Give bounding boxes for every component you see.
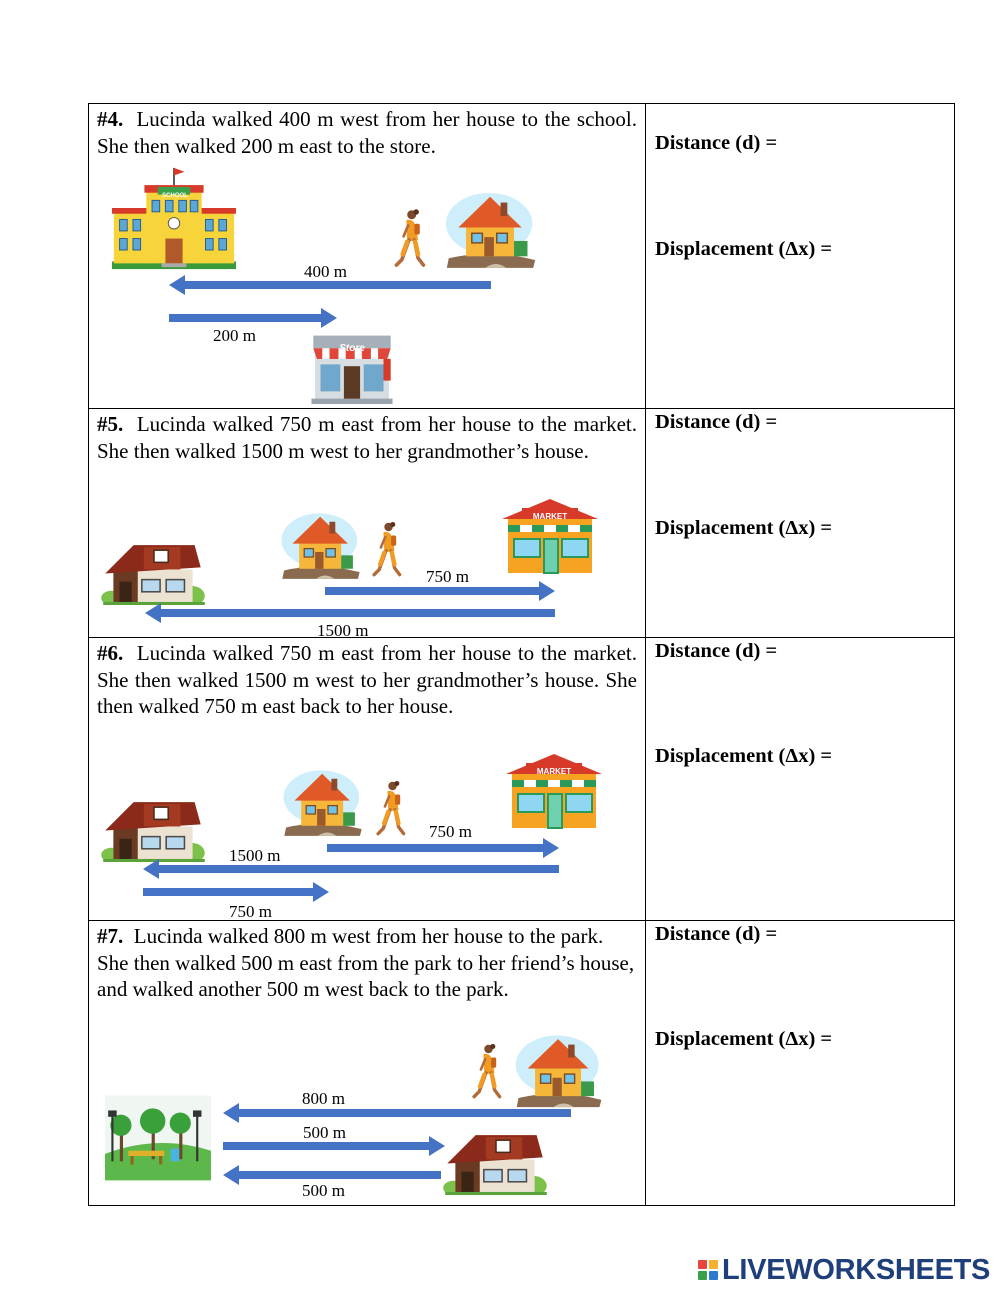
problem-number: #7. bbox=[97, 924, 124, 948]
house-icon bbox=[446, 193, 535, 268]
logo-tile bbox=[709, 1271, 718, 1280]
displacement-label: Displacement (Δx) = bbox=[655, 517, 833, 539]
arrow-label: 500 m bbox=[303, 1123, 346, 1142]
problem-number: #6. bbox=[97, 641, 124, 665]
displacement-label: Displacement (Δx) = bbox=[655, 1028, 833, 1050]
logo-tile bbox=[698, 1271, 707, 1280]
arrow-west-800 bbox=[223, 1103, 239, 1123]
arrow-label: 800 m bbox=[302, 1089, 345, 1108]
problem-cell bbox=[89, 921, 646, 1205]
problem-statement: Lucinda walked 400 m west from her house to the school. She then walked 200 m east to the store. bbox=[97, 107, 638, 158]
arrow-west-400 bbox=[169, 275, 185, 295]
arrow-label: 1500 m bbox=[229, 846, 281, 865]
market-sign-text: MARKET bbox=[536, 767, 572, 776]
answer-cell bbox=[646, 104, 955, 408]
problem-figure bbox=[89, 740, 645, 920]
problem-figure bbox=[89, 491, 645, 640]
arrow-east-750-return bbox=[313, 882, 329, 902]
logo-mark-icon bbox=[698, 1260, 718, 1280]
park-icon bbox=[105, 1096, 211, 1181]
house-icon bbox=[516, 1035, 602, 1107]
problem-statement: Lucinda walked 750 m east from her house to the market. She then walked 1500 m west to her grandmother’s house. She then walked 750 m east back to her house. bbox=[97, 641, 637, 718]
market-icon bbox=[506, 754, 602, 828]
school-icon bbox=[112, 168, 236, 269]
problem-figure bbox=[89, 1029, 645, 1205]
girl-walking-icon bbox=[474, 1044, 500, 1097]
answer-cell bbox=[646, 921, 955, 1205]
problem-statement: Lucinda walked 750 m east from her house to the market. She then walked 1500 m west to her grandmother’s house. bbox=[97, 412, 637, 463]
grandmother-house-icon bbox=[101, 802, 205, 863]
arrow-east-500 bbox=[429, 1136, 445, 1156]
arrow-label: 200 m bbox=[213, 326, 256, 345]
logo-tile bbox=[698, 1260, 707, 1269]
girl-walking-icon bbox=[378, 781, 404, 834]
problem-figure bbox=[89, 160, 645, 408]
problem-row-5 bbox=[89, 409, 955, 638]
logo-tile bbox=[709, 1260, 718, 1269]
arrow-east-750 bbox=[539, 581, 555, 601]
arrow-label: 750 m bbox=[229, 902, 272, 921]
problem-statement: Lucinda walked 800 m west from her house to the park. She then walked 500 m east from the park to her friend’s house, and walked another 500 m west back to the park. bbox=[97, 924, 635, 1001]
problem-cell bbox=[89, 104, 646, 408]
arrow-west-500 bbox=[223, 1165, 239, 1185]
answer-cell bbox=[646, 638, 955, 920]
distance-label: Distance (d) = bbox=[655, 132, 778, 154]
problem-text bbox=[97, 411, 637, 464]
house-icon bbox=[284, 770, 362, 836]
grandmother-house-icon bbox=[101, 545, 205, 606]
problem-number: #4. bbox=[97, 107, 124, 131]
arrow-east-750 bbox=[543, 838, 559, 858]
store-sign-text: Store bbox=[339, 343, 365, 354]
problem-cell bbox=[89, 638, 646, 920]
school-sign-text: SCHOOL bbox=[162, 193, 188, 199]
arrow-label: 750 m bbox=[426, 567, 469, 586]
arrow-label: 500 m bbox=[302, 1181, 345, 1200]
distance-label: Distance (d) = bbox=[655, 640, 778, 662]
problem-text bbox=[97, 923, 637, 1003]
worksheet-table bbox=[88, 103, 955, 1206]
arrow-label: 1500 m bbox=[317, 621, 369, 640]
girl-walking-icon bbox=[374, 522, 400, 575]
arrow-west-1500 bbox=[145, 603, 161, 623]
displacement-label: Displacement (Δx) = bbox=[655, 238, 833, 260]
answer-cell bbox=[646, 409, 955, 637]
house-icon bbox=[282, 513, 360, 579]
logo-text: LIVEWORKSHEETS bbox=[722, 1253, 991, 1286]
problem-text bbox=[97, 106, 637, 159]
problem-text bbox=[97, 640, 637, 720]
distance-label: Distance (d) = bbox=[655, 411, 778, 433]
arrow-label: 400 m bbox=[304, 262, 347, 281]
arrow-label: 750 m bbox=[429, 822, 472, 841]
girl-walking-icon bbox=[396, 209, 423, 265]
arrow-east-200 bbox=[321, 308, 337, 328]
distance-label: Distance (d) = bbox=[655, 923, 778, 945]
friend-house-icon bbox=[443, 1135, 547, 1196]
problem-cell bbox=[89, 409, 646, 640]
problem-row-7 bbox=[89, 921, 955, 1206]
liveworksheets-logo bbox=[698, 1252, 990, 1288]
market-sign-text: MARKET bbox=[532, 512, 568, 521]
market-icon bbox=[502, 499, 598, 573]
problem-row-6 bbox=[89, 638, 955, 921]
problem-number: #5. bbox=[97, 412, 124, 436]
problem-row-4 bbox=[89, 104, 955, 409]
displacement-label: Displacement (Δx) = bbox=[655, 745, 833, 767]
